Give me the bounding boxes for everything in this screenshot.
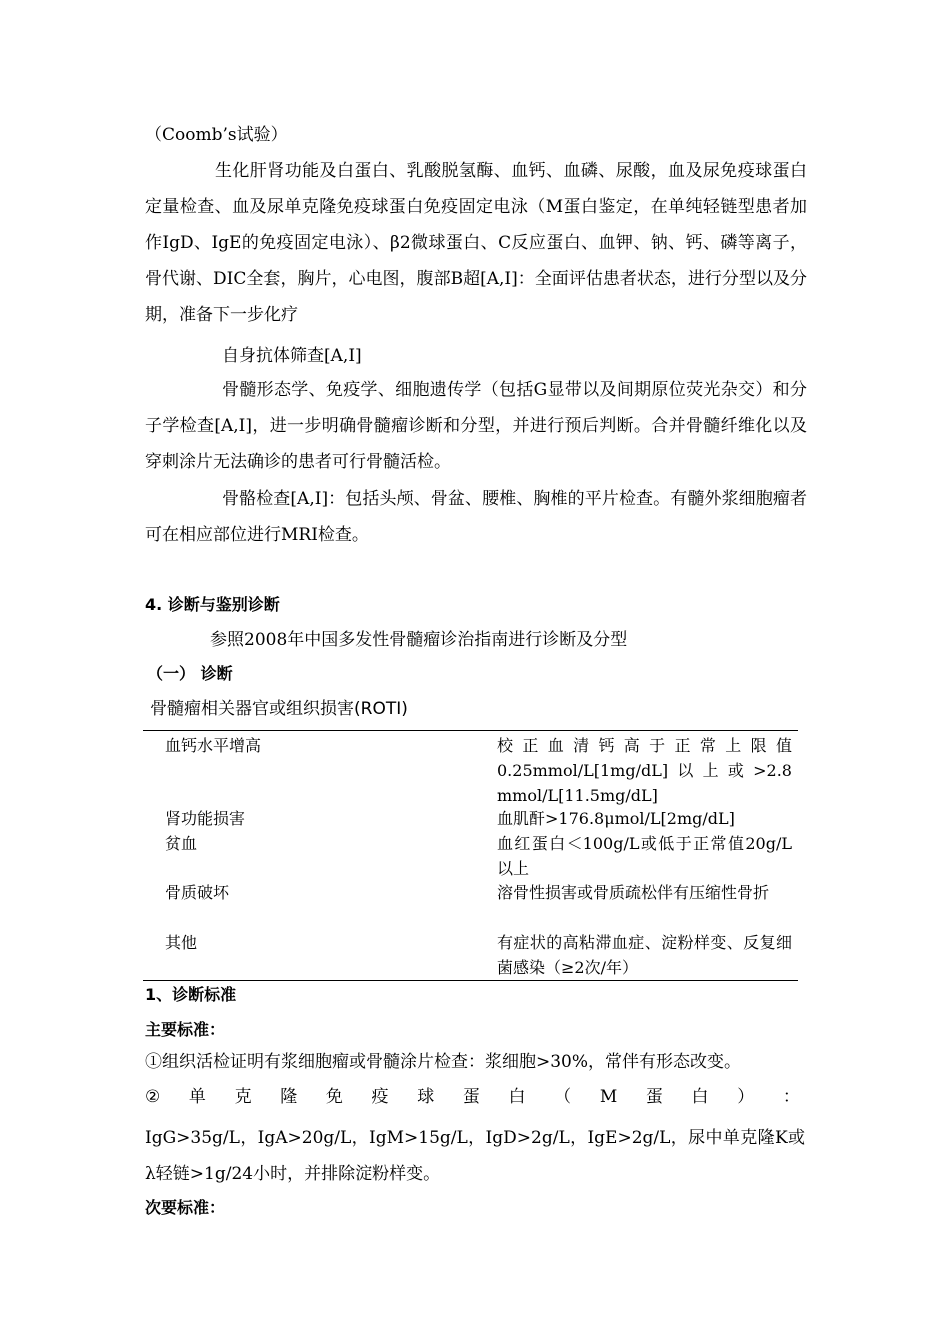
roti-table-title: 骨髓瘤相关器官或组织损害(ROTI) <box>150 699 408 719</box>
table-bottom-rule <box>143 980 798 981</box>
bone-marrow-paragraph: 骨髓形态学、免疫学、细胞遗传学（包括G显带以及间期原位荧光杂交）和分子学检查[A,I]，进一步明确骨髓瘤诊断和分型，并进行预后判断。合并骨髓纤维化以及穿刺涂片无法确诊的患者可行骨髓活检。 <box>145 380 807 472</box>
spread-char: 蛋 <box>462 1087 480 1107</box>
coombs-test-line: （Coomb’s试验） <box>145 125 288 145</box>
major-criterion-1: ①组织活检证明有浆细胞瘤或骨髓涂片检查：浆细胞>30%，常伴有形态改变。 <box>145 1052 742 1072</box>
spread-char: 隆 <box>280 1087 298 1107</box>
spread-char: ： <box>782 1087 800 1107</box>
major-criteria-heading: 主要标准： <box>145 1020 226 1039</box>
spread-char: M <box>599 1087 618 1107</box>
major-criterion-2-heading <box>145 1083 800 1111</box>
biochemistry-paragraph: 生化肝肾功能及白蛋白、乳酸脱氢酶、血钙、血磷、尿酸，血及尿免疫球蛋白定量检查、血及尿单克隆免疫球蛋白免疫固定电泳（M蛋白鉴定，在单纯轻链型患者加作IgD、IgE的免疫固定电泳）、β2微球蛋白、C反应蛋白、血钾、钠、钙、磷等离子，骨代谢、DIC全套，胸片，心电图，腹部B超[A,I]：全面评估患者状态，进行分型以及分期，准备下一步化疗 <box>145 161 807 325</box>
table-cell-criteria: 血红蛋白＜100g/L或低于正常值20g/L以上 <box>497 834 792 878</box>
table-cell-criteria: 有症状的高粘滞血症、淀粉样变、反复细菌感染（≥2次/年） <box>497 933 792 977</box>
spread-char: 球 <box>417 1087 435 1107</box>
spread-char: 单 <box>188 1087 206 1107</box>
spread-char: 白 <box>508 1087 526 1107</box>
diagnosis-subheading: （一） 诊断 <box>147 664 233 683</box>
table-cell-organ: 贫血 <box>165 834 198 853</box>
table-cell-criteria: 血肌酐>176.8μmol/L[2mg/dL] <box>497 809 735 828</box>
spread-char: ② <box>145 1087 161 1107</box>
spread-char: 白 <box>691 1087 709 1107</box>
table-cell-organ: 骨质破坏 <box>165 883 230 902</box>
major-criterion-2-body: IgG>35g/L，IgA>20g/L，IgM>15g/L，IgD>2g/L，IgE>2g/L，尿中单克隆K或λ轻链>1g/24小时，并排除淀粉样变。 <box>145 1128 805 1184</box>
skeletal-exam-paragraph: 骨骼检查[A,I]：包括头颅、骨盆、腰椎、胸椎的平片检查。有髓外浆细胞瘤者可在相应部位进行MRI检查。 <box>145 489 807 545</box>
diagnostic-criteria-heading: 1、诊断标准 <box>145 985 237 1004</box>
autoantibody-line: 自身抗体筛查[A,I] <box>222 346 362 366</box>
spread-char: 免 <box>325 1087 343 1107</box>
spread-char: （ <box>554 1087 572 1107</box>
spread-char: 蛋 <box>645 1087 663 1107</box>
table-top-rule <box>143 730 798 731</box>
table-cell-criteria: 溶骨性损害或骨质疏松伴有压缩性骨折 <box>497 883 770 902</box>
spread-char: 克 <box>234 1087 252 1107</box>
table-cell-criteria: 校正血清钙高于正常上限值 0.25mmol/L[1mg/dL]以上或>2.8 mmol/L[11.5mg/dL] <box>497 736 792 805</box>
guideline-reference: 参照2008年中国多发性骨髓瘤诊治指南进行诊断及分型 <box>210 630 628 650</box>
table-cell-organ: 血钙水平增高 <box>165 736 262 755</box>
spread-char: ） <box>737 1087 755 1107</box>
table-cell-organ: 其他 <box>165 933 198 952</box>
table-cell-organ: 肾功能损害 <box>165 809 246 828</box>
section-4-heading: 4. 诊断与鉴别诊断 <box>145 595 280 614</box>
spread-char: 疫 <box>371 1087 389 1107</box>
minor-criteria-heading: 次要标准： <box>145 1198 226 1217</box>
